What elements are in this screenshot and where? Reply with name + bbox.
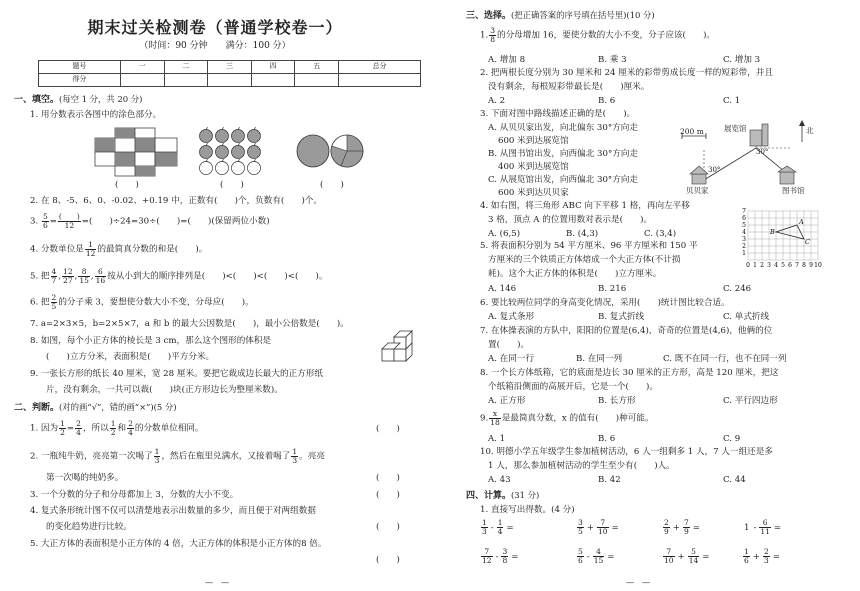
score-input-cell[interactable] xyxy=(339,74,421,87)
score-input-cell[interactable] xyxy=(208,74,252,87)
option-c[interactable]: C. 1 xyxy=(723,96,741,106)
apple-icon xyxy=(248,127,261,143)
question-2-2-line2: 第一次喝的纯奶多。 xyxy=(46,473,124,483)
question-3-6: 6. 要比较两位同学的身高变化情况，采用( )统计图比较合适。 xyxy=(480,298,730,308)
fraction xyxy=(763,548,770,564)
option-b-cont: 400 米到达展览馆 xyxy=(498,162,569,172)
map-scale-label: 200 m xyxy=(680,127,704,136)
operator: - xyxy=(490,522,494,533)
question-1-3 xyxy=(30,213,270,229)
apple-icon xyxy=(216,127,229,143)
score-cell: 四 xyxy=(251,61,295,74)
section-title: 四、计算。 xyxy=(466,491,512,501)
section-note: (对的画“√”，错的画“×”)(5 分) xyxy=(59,402,177,412)
section-fill-heading xyxy=(14,94,142,107)
option-b[interactable]: B. 6 xyxy=(598,434,616,444)
question-3-4-line2: 3 格，顶点 A 的位置用数对表示是( )。 xyxy=(488,215,653,225)
fraction xyxy=(59,420,66,436)
page-subtitle: （时间：90 分钟 满分：100 分） xyxy=(139,41,291,51)
question-3-9 xyxy=(480,410,654,426)
answer-blank-3[interactable]: ( ) xyxy=(320,180,344,190)
question-text: 和 xyxy=(117,423,127,434)
fraction xyxy=(58,213,81,229)
option-c[interactable]: C. 平行四边形 xyxy=(723,396,778,406)
question-text: 的分数单位相同。 xyxy=(134,423,204,434)
fraction xyxy=(683,519,690,535)
numerator: 2 xyxy=(128,419,133,428)
question-text: 。亮亮 xyxy=(299,451,325,462)
question-3-4-line1: 4. 如右图，将三角形 ABC 向下平移 1 格，再向左平移 xyxy=(480,201,690,211)
apple-icon xyxy=(216,143,229,159)
y-tick-label: 4 xyxy=(742,229,746,236)
question-3-3: 3. 下面对图中路线描述正确的是( )。 xyxy=(480,109,636,119)
numerator: 6 xyxy=(759,519,771,528)
apple-icon xyxy=(248,143,261,159)
fraction xyxy=(577,519,584,535)
page-footer-right: — — xyxy=(626,578,650,587)
apple-icon xyxy=(200,159,213,175)
option-a[interactable]: A. 复式条形 xyxy=(488,312,535,322)
fraction xyxy=(127,420,134,436)
option-b[interactable]: B. 42 xyxy=(598,475,621,485)
calc-expression[interactable] xyxy=(662,548,712,564)
denominator: 3 xyxy=(763,555,769,565)
question-text: 是最简真分数，x 的值有( )种可能。 xyxy=(501,413,654,424)
question-text: 2. 一瓶纯牛奶，亮亮第一次喝了 xyxy=(30,451,153,462)
operator: + xyxy=(677,551,685,562)
map-exhibit-label: 展览馆 xyxy=(724,124,747,133)
numerator: 7 xyxy=(663,548,675,557)
denominator: 5 xyxy=(578,526,583,536)
q-number: 9. xyxy=(480,413,489,424)
score-cell: 得分 xyxy=(39,74,121,87)
fraction xyxy=(481,519,488,535)
fraction xyxy=(501,548,508,564)
question-3-7-line2: 置( )。 xyxy=(488,340,530,350)
denominator: 6 xyxy=(744,555,749,565)
apple-icon xyxy=(200,127,213,143)
section-title: 三、选择。 xyxy=(466,11,512,21)
option-a[interactable]: A. 正方形 xyxy=(488,396,526,406)
calc-expression[interactable] xyxy=(742,548,782,564)
fraction xyxy=(42,213,49,229)
fraction xyxy=(593,548,605,564)
option-b[interactable]: B. 长方形 xyxy=(598,396,636,406)
question-3-5-line3: 耗)。这个大正方体的体积是( )立方厘米。 xyxy=(488,269,662,279)
numerator: 4 xyxy=(593,548,605,557)
denominator: 2 xyxy=(60,427,65,437)
score-cell: 总分 xyxy=(339,61,421,74)
fraction xyxy=(759,519,771,535)
calc-expression[interactable] xyxy=(576,548,616,564)
judge-answer-paren-5[interactable]: ( ) xyxy=(376,555,400,565)
judge-answer-paren-2[interactable]: ( ) xyxy=(376,473,400,483)
section-note: (把正确答案的序号填在括号里)(10 分) xyxy=(511,10,655,20)
question-text: 4. 分数单位是 xyxy=(30,244,84,255)
score-table xyxy=(38,60,421,87)
x-tick-label: 1 xyxy=(753,262,757,269)
option-b[interactable]: B. 在同一列 xyxy=(576,354,623,364)
numerator: 1 xyxy=(110,419,116,428)
question-2-1 xyxy=(30,420,204,436)
question-3-8-line1: 8. 一个长方体纸箱，它的底面是边长 30 厘米的正方形，高是 120 厘米，把这 xyxy=(480,368,779,378)
option-c-cont: 600 米到达贝贝家 xyxy=(498,188,569,198)
option-a[interactable]: A. 43 xyxy=(488,475,511,485)
x-tick-label: 5 xyxy=(781,262,785,269)
numerator: 5 xyxy=(578,547,583,556)
numerator: 3 xyxy=(490,26,495,35)
denominator: 6 xyxy=(578,555,583,565)
fraction xyxy=(688,548,700,564)
denominator: 4 xyxy=(497,526,503,536)
fraction xyxy=(85,241,97,257)
question-3-10-line1: 10. 明德小学五年级学生参加植树活动，6 人一组剩多 1 人，7 人一组还是多 xyxy=(480,447,773,457)
numerator: 1 xyxy=(482,518,487,527)
denominator: 16 xyxy=(95,275,106,285)
option-c[interactable]: C. 增加 3 xyxy=(723,55,761,65)
map-angle-label: 30° xyxy=(756,148,769,156)
operator: = xyxy=(511,551,519,562)
question-4-1: 1. 直接写出得数。(4 分) xyxy=(480,505,575,515)
score-cell: 三 xyxy=(208,61,252,74)
score-table-score-row xyxy=(39,74,421,87)
map-angle-label: 30° xyxy=(708,166,721,174)
fraction xyxy=(51,294,58,310)
operator: - xyxy=(586,551,590,562)
denominator: 27 xyxy=(63,275,73,285)
coordinate-grid-figure xyxy=(738,198,828,268)
numerator: 7 xyxy=(481,548,493,557)
denominator: 15 xyxy=(79,275,89,285)
operator: 1 xyxy=(744,522,750,533)
numerator: 2 xyxy=(763,547,769,556)
numerator: 1 xyxy=(154,447,160,456)
x-tick-label: 10 xyxy=(814,262,822,269)
operator: = xyxy=(607,551,615,562)
fraction xyxy=(51,268,58,284)
calc-expression[interactable] xyxy=(576,519,621,535)
question-text: 的最简真分数的和是( )。 xyxy=(97,244,208,255)
numerator: 1 xyxy=(60,419,65,428)
equals-sign: = xyxy=(49,216,57,227)
question-text: 1. 因为 xyxy=(30,423,59,434)
operator: = xyxy=(692,522,700,533)
question-text: ，所以 xyxy=(82,423,109,434)
operator: = xyxy=(611,522,619,533)
score-cell: 五 xyxy=(295,61,339,74)
page-footer-left: — — xyxy=(205,578,229,587)
option-c[interactable]: C. 从展览馆出发，向西偏北 30°方向走 xyxy=(488,175,639,185)
numerator: 12 xyxy=(63,267,73,276)
x-tick-label: 8 xyxy=(802,262,806,269)
question-3-5-line1: 5. 将表面积分别为 54 平方厘米、96 平方厘米和 150 平 xyxy=(480,241,698,251)
numerator: 4 xyxy=(51,267,57,276)
numerator: x xyxy=(489,410,501,419)
calc-expression[interactable] xyxy=(480,519,516,535)
vertex-label-c: C xyxy=(805,238,810,246)
numerator: 5 xyxy=(42,212,48,221)
fraction xyxy=(743,548,750,564)
operator: = xyxy=(506,522,514,533)
numerator: 7 xyxy=(597,519,609,528)
option-c[interactable]: C. 44 xyxy=(723,475,746,485)
fraction xyxy=(291,448,298,464)
y-tick-label: 3 xyxy=(742,236,746,243)
question-1-4 xyxy=(30,241,207,257)
fraction xyxy=(62,268,74,284)
option-c[interactable]: C. 246 xyxy=(723,284,752,294)
denominator: 11 xyxy=(760,526,770,536)
question-2-2 xyxy=(30,448,325,464)
q-number: 3. xyxy=(30,216,39,227)
judge-answer-paren-3[interactable]: ( ) xyxy=(376,490,400,500)
option-c[interactable]: C. 既不在同一行，也不在同一列 xyxy=(663,354,787,364)
question-1-2: 2. 在 8、-5、6、0、-0.02、+0.19 中，正数有( )个，负数有( )个。 xyxy=(30,196,323,206)
cube-stack-figure xyxy=(380,333,418,363)
denominator: 12 xyxy=(85,248,96,258)
section-title: 二、判断。 xyxy=(14,403,60,413)
section-choice-heading xyxy=(466,10,655,23)
question-1-5: 5. 把 $\frac{4}{7}$ , $\frac{12}{27}$ , $\frac{8}{15}$ , $\frac{6}{16}$ 按从小到大的顺序排列是( )<( )<( )<( )。 xyxy=(30,267,328,285)
operator: + xyxy=(586,522,594,533)
question-text: ，然后在瓶里兑满水，又接着喝了 xyxy=(161,451,291,462)
denominator: 12 xyxy=(64,220,75,230)
apples-figure xyxy=(198,126,262,178)
denominator: 3 xyxy=(482,526,487,536)
score-input-cell[interactable] xyxy=(120,74,164,87)
fraction xyxy=(481,548,493,564)
x-tick-label: 6 xyxy=(788,262,792,269)
section-note: (每空 1 分，共 20 分) xyxy=(59,94,143,104)
denominator: 4 xyxy=(76,427,81,437)
denominator: 15 xyxy=(593,555,604,565)
calc-expression[interactable] xyxy=(480,548,520,564)
option-c[interactable]: C. 单式折线 xyxy=(723,312,770,322)
x-tick-label: 0 xyxy=(746,262,750,269)
numerator: 8 xyxy=(78,268,90,277)
fraction xyxy=(75,420,82,436)
section-title: 一、填空。 xyxy=(14,95,60,105)
fraction xyxy=(489,27,496,43)
question-3-7-line1: 7. 在体操表演的方队中，阳阳的位置是(6,4)，奇奇的位置是(4,6)，他俩的位 xyxy=(480,326,773,336)
y-tick-label: 7 xyxy=(742,208,746,215)
score-cell: 二 xyxy=(164,61,208,74)
apple-icon xyxy=(216,159,229,175)
section-note: (31 分) xyxy=(511,490,540,500)
question-1-8-line1: 8. 如图，每个小正方体的棱长是 3 cm，那么这个图形的体积是 xyxy=(30,336,272,346)
map-north-label: 北 xyxy=(806,126,814,135)
numerator: 1 xyxy=(497,518,503,527)
question-3-2-line2: 没有剩余，每根短彩带最长是( )厘米。 xyxy=(488,82,650,92)
answer-blank-2[interactable]: ( ) xyxy=(220,180,244,190)
apple-icon xyxy=(248,159,261,175)
option-a[interactable]: A. 增加 8 xyxy=(488,55,526,65)
denominator: 18 xyxy=(490,417,500,427)
denominator: 3 xyxy=(154,455,160,465)
equals-sign: = xyxy=(66,423,75,434)
question-2-4-line1: 4. 复式条形统计图不仅可以清楚地表示出数量的多少，而且便于对两组数据 xyxy=(30,506,316,516)
fraction xyxy=(577,548,584,564)
question-text: 5. 把 xyxy=(30,271,50,282)
score-input-cell[interactable] xyxy=(251,74,295,87)
numerator: 2 xyxy=(664,518,669,527)
option-b[interactable]: B. 复式折线 xyxy=(598,312,645,322)
answer-blank-1[interactable]: ( ) xyxy=(115,180,139,190)
score-input-cell[interactable] xyxy=(295,74,339,87)
question-1-6 xyxy=(30,294,254,310)
numerator: 3 xyxy=(578,518,583,527)
x-tick-label: 4 xyxy=(774,262,778,269)
denominator: 10 xyxy=(597,526,608,536)
option-a[interactable]: A. 2 xyxy=(488,96,506,106)
apple-icon xyxy=(232,143,245,159)
option-b[interactable]: B. (4,3) xyxy=(566,229,599,239)
option-c[interactable]: C. (3,4) xyxy=(644,229,677,239)
operator: - xyxy=(753,522,757,533)
option-b[interactable]: B. 6 xyxy=(598,96,616,106)
circles-figure xyxy=(295,132,367,170)
question-2-3: 3. 一个分数的分子和分母都加上 3，分数的大小不变。 xyxy=(30,490,239,500)
question-2-4-line2: 的变化趋势进行比较。 xyxy=(46,522,132,532)
section-judge-heading xyxy=(14,402,177,415)
fraction xyxy=(663,548,675,564)
question-3-1 xyxy=(480,27,715,43)
numerator: 7 xyxy=(683,518,689,527)
question-1-7: 7. a=2×3×5，b=2×5×7，a 和 b 的最大公因数是( )，最小公倍数是( )。 xyxy=(30,319,349,329)
x-tick-label: 7 xyxy=(795,262,799,269)
question-3-8-line2: 个纸箱沿侧面的高展开后，它是一个( )。 xyxy=(488,382,658,392)
fraction xyxy=(497,519,504,535)
operator: + xyxy=(672,522,680,533)
operator: + xyxy=(752,551,760,562)
fraction xyxy=(110,420,117,436)
question-1-8-line2: ( )立方分米，表面积是( )平方分米。 xyxy=(46,352,215,362)
section-calc-heading xyxy=(466,490,539,503)
denominator: 8 xyxy=(490,34,495,44)
operator: = xyxy=(773,522,782,533)
score-cell: 一 xyxy=(120,61,164,74)
numerator: 2 xyxy=(51,293,57,302)
denominator: 4 xyxy=(128,427,133,437)
score-cell: 题号 xyxy=(39,61,121,74)
numerator: 1 xyxy=(292,447,298,456)
fraction xyxy=(154,448,161,464)
question-text: =( )÷24=30÷( )=( )(保留两位小数) xyxy=(81,216,270,227)
vertex-label-a: A xyxy=(799,218,804,226)
option-b[interactable]: B. 216 xyxy=(598,284,627,294)
denominator: 10 xyxy=(664,555,674,565)
map-library-label: 图书馆 xyxy=(782,186,805,195)
numerator: 2 xyxy=(76,419,81,428)
fraction xyxy=(663,519,670,535)
option-a[interactable]: A. (6,5) xyxy=(488,229,521,239)
question-1-9-line1: 9. 一张长方形的纸长 40 厘米，宽 28 厘米。要把它裁成边长最大的正方形纸 xyxy=(30,369,323,379)
apple-icon xyxy=(200,143,213,159)
numerator: 6 xyxy=(95,268,107,277)
y-tick-label: 6 xyxy=(742,215,746,222)
option-a[interactable]: A. 从贝贝家出发，向北偏东 30°方向走 xyxy=(488,123,638,133)
numerator: 5 xyxy=(688,548,700,557)
numerator: ( ) xyxy=(58,212,80,221)
question-3-2-line1: 2. 把两根长度分别为 30 厘米和 24 厘米的彩带剪成长度一样的短彩带，并且 xyxy=(480,68,773,78)
denominator: 9 xyxy=(683,526,689,536)
numerator: 3 xyxy=(502,547,508,556)
option-b[interactable]: B. 乘 3 xyxy=(598,55,627,65)
numerator: 1 xyxy=(744,547,749,556)
question-2-5: 5. 大正方体的表面积是小正方体的 4 倍，大正方体的体积是小正方体的8 倍。 xyxy=(30,539,327,549)
question-3-5-line2: 方厘米的三个铁质正方体熔成一个大正方体(不计损 xyxy=(488,255,681,265)
page-title: 期末过关检测卷（普通学校卷一） xyxy=(87,18,343,37)
question-1-9-line2: 片，没有剩余，一共可以裁( )块(正方形边长为整厘米数)。 xyxy=(46,385,283,395)
denominator: 9 xyxy=(664,526,669,536)
denominator: 3 xyxy=(292,455,298,465)
option-a[interactable]: A. 1 xyxy=(488,434,506,444)
denominator: 7 xyxy=(51,275,57,285)
question-text: 按从小到大的顺序排列是( )<( )<( )<( )。 xyxy=(107,271,328,282)
fraction xyxy=(78,268,90,284)
option-c[interactable]: C. 9 xyxy=(723,434,741,444)
x-tick-label: 9 xyxy=(809,262,813,269)
operator: = xyxy=(772,551,780,562)
denominator: 12 xyxy=(482,555,492,565)
y-tick-label: 2 xyxy=(742,243,746,250)
denominator: 14 xyxy=(688,555,699,565)
denominator: 5 xyxy=(51,301,57,311)
denominator: 8 xyxy=(502,555,508,565)
option-a[interactable]: A. 在同一行 xyxy=(488,354,535,364)
option-a[interactable]: A. 146 xyxy=(488,284,517,294)
calc-expression[interactable] xyxy=(662,519,702,535)
calc-expression[interactable] xyxy=(742,519,783,535)
question-text: 的分子乘 3，要想使分数大小不变，分母应( )。 xyxy=(58,297,254,308)
question-1-1: 1. 用分数表示各图中的涂色部分。 xyxy=(30,110,162,120)
operator: - xyxy=(495,551,499,562)
judge-answer-paren-1[interactable]: ( ) xyxy=(376,424,400,434)
fraction xyxy=(489,410,501,426)
question-text: 的分母增加 16，要使分数的大小不变，分子应该( )。 xyxy=(496,30,716,41)
apple-icon xyxy=(232,159,245,175)
x-tick-label: 2 xyxy=(760,262,764,269)
question-3-10-line2: 1 人，那么参加植树活动的学生至少有( )人。 xyxy=(488,461,675,471)
map-home-label: 贝贝家 xyxy=(686,186,709,195)
fraction xyxy=(597,519,609,535)
vertex-label-b: B xyxy=(770,228,775,236)
y-tick-label: 1 xyxy=(742,250,746,257)
denominator: 6 xyxy=(42,220,48,230)
q-number: 1. xyxy=(480,30,489,41)
question-text: 6. 把 xyxy=(30,297,50,308)
numerator: 1 xyxy=(85,241,97,250)
score-table-header-row xyxy=(39,61,421,74)
shaded-grid-figure xyxy=(95,128,177,176)
operator: = xyxy=(702,551,710,562)
score-input-cell[interactable] xyxy=(164,74,208,87)
option-a-cont: 600 米到达展览馆 xyxy=(498,136,569,146)
y-tick-label: 5 xyxy=(742,222,746,229)
apple-icon xyxy=(232,127,245,143)
fraction xyxy=(95,268,107,284)
judge-answer-paren-4[interactable]: ( ) xyxy=(376,522,400,532)
denominator: 2 xyxy=(110,427,116,437)
x-tick-label: 3 xyxy=(767,262,771,269)
option-b[interactable]: B. 从图书馆出发，向西偏北 30°方向走 xyxy=(488,149,639,159)
